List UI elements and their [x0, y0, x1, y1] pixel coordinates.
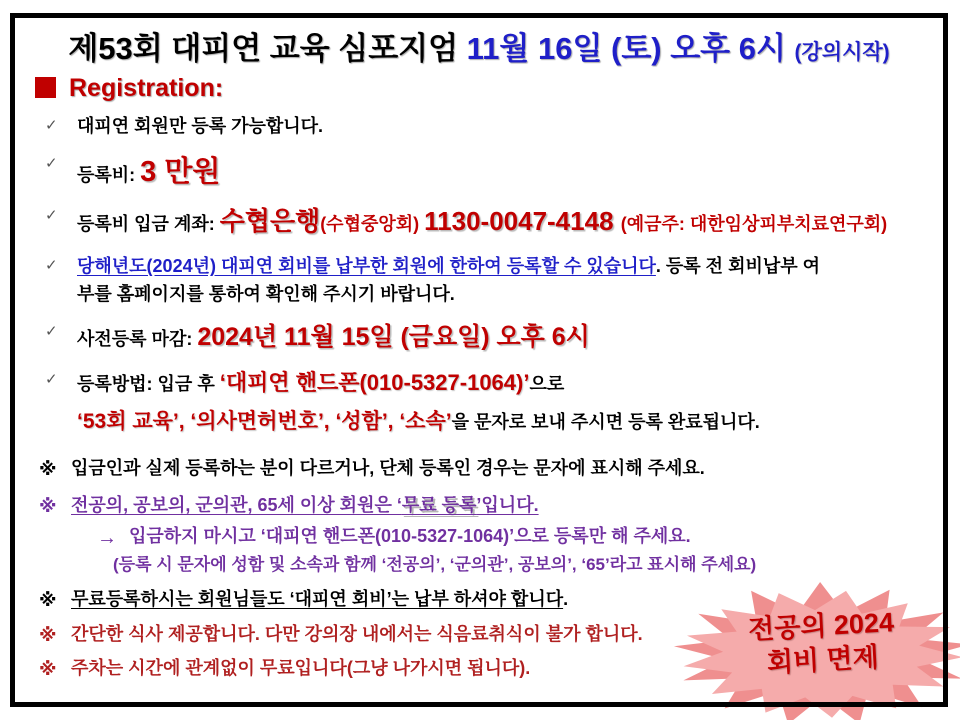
register-items-red: ‘53회 교육’, ‘의사면허번호’, ‘성함’, ‘소속’: [77, 410, 452, 434]
note-different-payer: [35, 456, 923, 481]
reference-mark-icon: ※: [39, 458, 57, 479]
reference-mark-icon: ※: [39, 589, 57, 610]
no-deposit-text: 입금하지 마시고 ‘대피연 핸드폰(010-5327-1064)’으로 등록만 해 주세요.: [129, 525, 691, 546]
meal-text: 간단한 식사 제공합니다. 다만 강의장 내에서는 식음료취식이 불가 합니다.: [71, 624, 643, 645]
red-square-bullet-icon: [35, 77, 56, 98]
register-method-line2: [35, 407, 923, 437]
check-bullet-icon: ✓: [45, 323, 58, 341]
dues-still-required-period: .: [563, 588, 569, 609]
reference-mark-icon: ※: [39, 496, 57, 517]
account-label: 등록비 입금 계좌:: [77, 214, 220, 235]
check-bullet-icon: ✓: [45, 256, 58, 274]
check-item-dues-requirement: [35, 253, 923, 279]
check-bullet-icon: ✓: [45, 116, 58, 134]
dues-requirement-line2: [35, 281, 923, 307]
mark-in-text: (등록 시 문자에 성함 및 소속과 함께 ‘전공의’, ‘군의관’, 공보의’, ‘65’라고 표시해 주세요): [113, 554, 757, 574]
free-registration-highlight: 무료 등록: [401, 495, 477, 516]
check-bullet-icon: ✓: [45, 371, 58, 389]
dues-still-required-text: 무료등록하시는 회원님들도 ‘대피연 회비’는 납부 하셔야 합니다: [71, 588, 564, 609]
bank-name: 수협은행: [219, 206, 321, 237]
note-no-deposit: [35, 524, 923, 549]
title-start-note: (강의시작): [794, 41, 890, 64]
free-registration-line: [71, 495, 539, 515]
register-phone: ‘대피연 핸드폰(010-5327-1064)’: [219, 370, 530, 396]
check-item-bank-account: [35, 203, 923, 241]
reference-mark-icon: ※: [39, 658, 57, 679]
arrow-icon: →: [97, 526, 117, 549]
bank-subname: (수협중앙회): [320, 214, 425, 235]
parking-text: 주차는 시간에 관계없이 무료입니다(그냥 나가시면 됩니다).: [71, 657, 531, 678]
check-bullet-icon: ✓: [45, 155, 58, 173]
starburst-badge: [672, 580, 960, 720]
deadline-label: 사전등록 마감:: [77, 329, 198, 350]
dues-requirement-line2-text: 부를 홈페이지를 통하여 확인해 주시기 바랍니다.: [77, 284, 455, 305]
registration-heading: [35, 74, 923, 103]
account-holder: (예금주: 대한임상피부치료연구회): [620, 214, 888, 235]
register-items-rest: 을 문자로 보내 주시면 등록 완료됩니다.: [451, 412, 760, 433]
different-payer-text: 입금인과 실제 등록하는 분이 다르거나, 단체 등록인 경우는 문자에 표시해 주세요.: [71, 457, 705, 478]
check-item-members-only: [35, 113, 923, 139]
reference-mark-icon: ※: [39, 625, 57, 646]
dues-requirement-highlight: 당해년도(2024년) 대피연 회비를 납부한 회원에 한하여 등록할 수 있습니다: [77, 255, 656, 276]
account-number: 1130-0047-4148: [424, 206, 621, 237]
note-free-registration: [35, 493, 923, 518]
deadline-value: 2024년 11월 15일 (금요일) 오후 6시: [197, 323, 590, 352]
free-registration-pre: 전공의, 공보의, 군의관, 65세 이상 회원은 ‘: [71, 495, 402, 516]
title-main-text: 제53회 대피연 교육 심포지엄: [68, 31, 467, 66]
note-mark-in-text: [35, 553, 923, 577]
check-bullet-icon: ✓: [45, 207, 58, 225]
registration-label: Registration:: [69, 74, 224, 103]
register-method-label: 등록방법: 입금 후: [77, 374, 220, 395]
check-item-how-to-register: [35, 367, 923, 399]
check-item-deadline: [35, 319, 923, 355]
register-method-suffix: 으로: [529, 374, 565, 395]
title-datetime: 11월 16일 (토) 오후 6시: [466, 31, 795, 66]
fee-label: 등록비:: [77, 165, 141, 186]
members-only-text: 대피연 회원만 등록 가능합니다.: [77, 115, 324, 136]
starburst-line1: 전공의 2024: [747, 607, 895, 645]
check-item-fee: [35, 151, 923, 193]
starburst-line2: 회비 면제: [766, 641, 880, 678]
dues-requirement-rest: . 등록 전 회비납부 여: [655, 255, 821, 276]
slide-title: [35, 30, 923, 67]
fee-amount: 3 만원: [140, 156, 221, 189]
free-registration-post: ’입니다.: [476, 495, 539, 516]
